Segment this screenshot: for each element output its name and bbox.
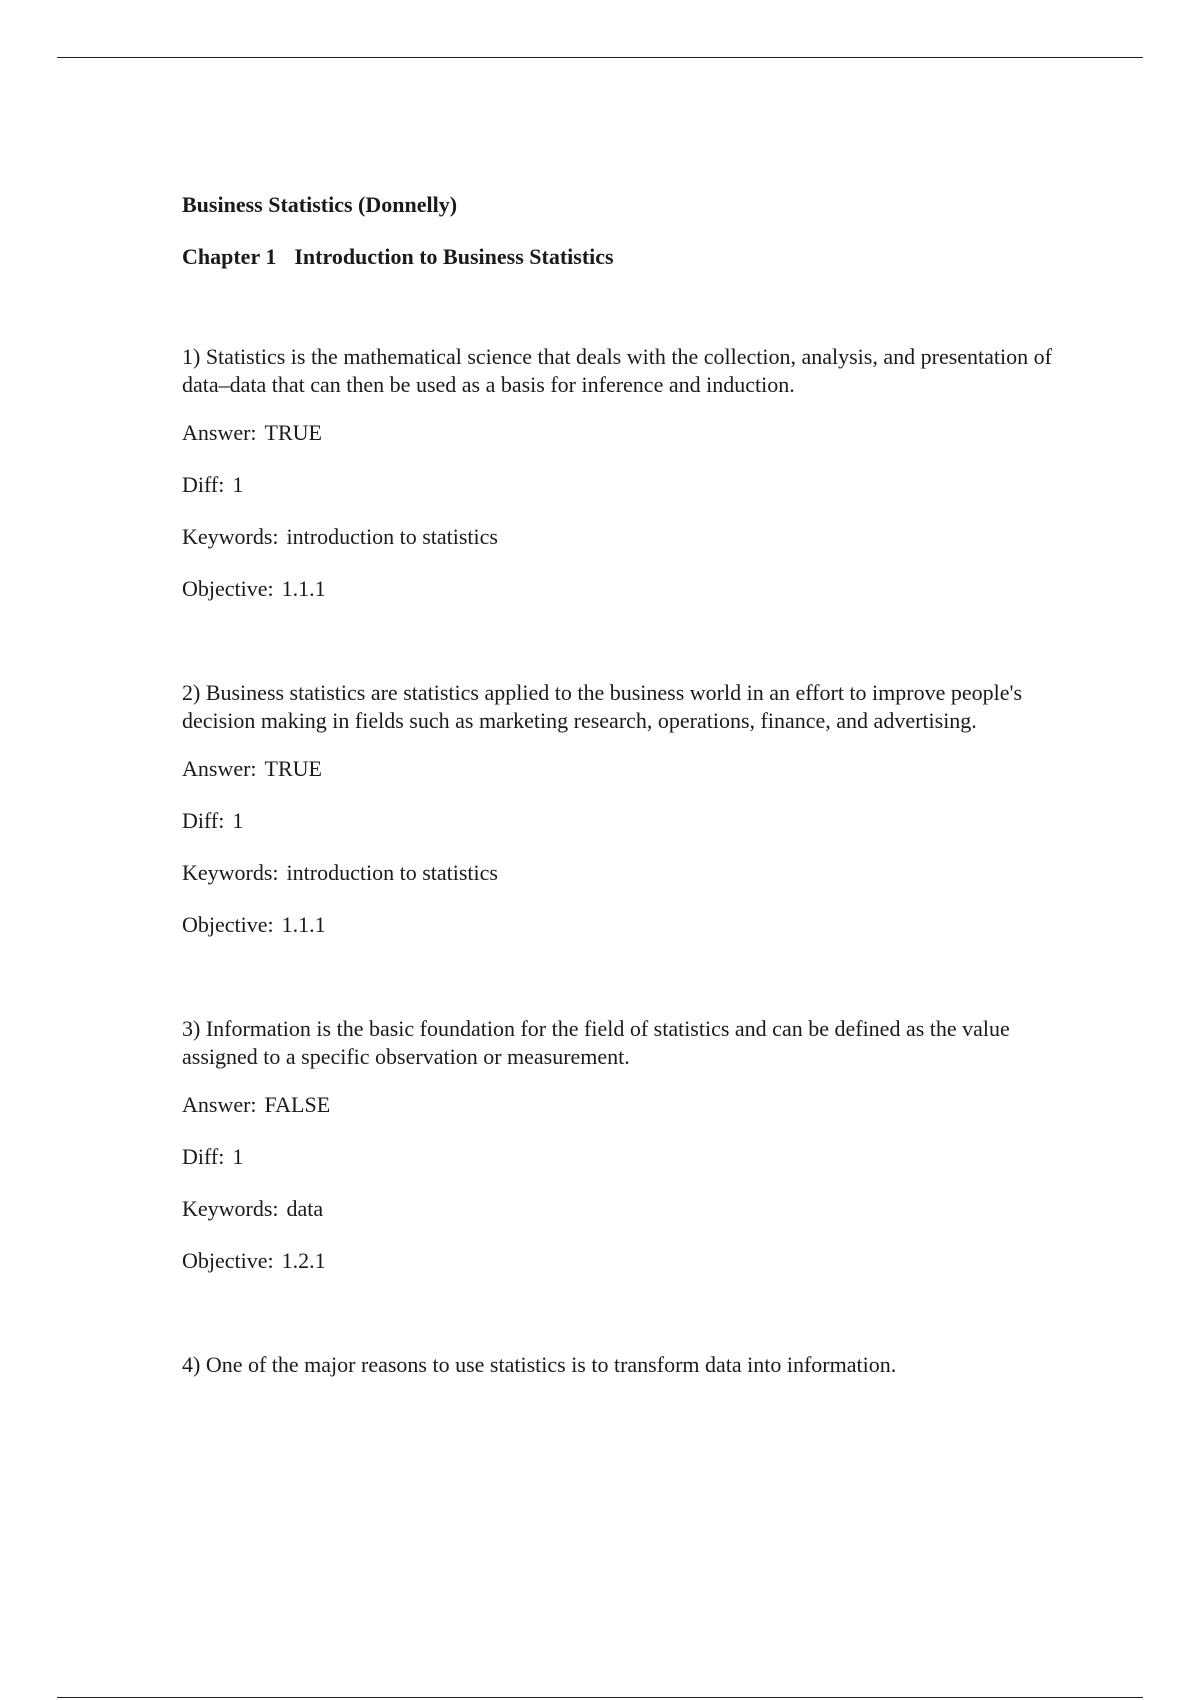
objective-value: 1.1.1 <box>281 576 326 601</box>
diff-value: 1 <box>232 1144 244 1169</box>
diff-label: Diff: <box>182 1144 225 1169</box>
keywords-line <box>182 859 1062 887</box>
diff-value: 1 <box>232 472 244 497</box>
question-text: 2) Business statistics are statistics applied to the business world in an effort to improve people's decision making in fields such as marketing research, operations, finance, and advertising. <box>182 680 1023 733</box>
diff-line <box>182 471 1062 499</box>
question-4 <box>182 1351 1062 1379</box>
book-title: Business Statistics (Donnelly) <box>182 192 458 217</box>
answer-line <box>182 1091 1062 1119</box>
answer-value: FALSE <box>264 1092 331 1117</box>
question-text: 4) One of the major reasons to use statistics is to transform data into information. <box>182 1352 897 1377</box>
answer-label: Answer: <box>182 1092 257 1117</box>
diff-label: Diff: <box>182 472 225 497</box>
objective-value: 1.2.1 <box>281 1248 326 1273</box>
answer-label: Answer: <box>182 420 257 445</box>
answer-label: Answer: <box>182 756 257 781</box>
objective-label: Objective: <box>182 576 274 601</box>
keywords-value: introduction to statistics <box>286 524 498 549</box>
diff-label: Diff: <box>182 808 225 833</box>
chapter-name: Introduction to Business Statistics <box>294 244 614 269</box>
top-rule <box>57 57 1143 58</box>
question-text: 3) Information is the basic foundation for the field of statistics and can be defined as the value assigned to a specific observation or measurement. <box>182 1016 1010 1069</box>
diff-line <box>182 807 1062 835</box>
question-text: 1) Statistics is the mathematical science that deals with the collection, analysis, and presentation of data–data that can then be used as a basis for inference and induction. <box>182 344 1052 397</box>
question-1 <box>182 343 1062 603</box>
keywords-line <box>182 1195 1062 1223</box>
keywords-label: Keywords: <box>182 860 279 885</box>
answer-value: TRUE <box>264 420 322 445</box>
diff-line <box>182 1143 1062 1171</box>
objective-value: 1.1.1 <box>281 912 326 937</box>
objective-line <box>182 575 1062 603</box>
keywords-value: introduction to statistics <box>286 860 498 885</box>
chapter-title <box>182 243 1062 271</box>
answer-value: TRUE <box>264 756 322 781</box>
objective-line <box>182 1247 1062 1275</box>
document-body <box>182 191 1062 1455</box>
diff-value: 1 <box>232 808 244 833</box>
keywords-line <box>182 523 1062 551</box>
objective-line <box>182 911 1062 939</box>
question-2 <box>182 679 1062 939</box>
answer-line <box>182 755 1062 783</box>
keywords-value: data <box>286 1196 324 1221</box>
objective-label: Objective: <box>182 1248 274 1273</box>
question-3 <box>182 1015 1062 1275</box>
keywords-label: Keywords: <box>182 524 279 549</box>
objective-label: Objective: <box>182 912 274 937</box>
keywords-label: Keywords: <box>182 1196 279 1221</box>
bottom-rule <box>57 1697 1143 1698</box>
answer-line <box>182 419 1062 447</box>
chapter-number: Chapter 1 <box>182 244 277 269</box>
